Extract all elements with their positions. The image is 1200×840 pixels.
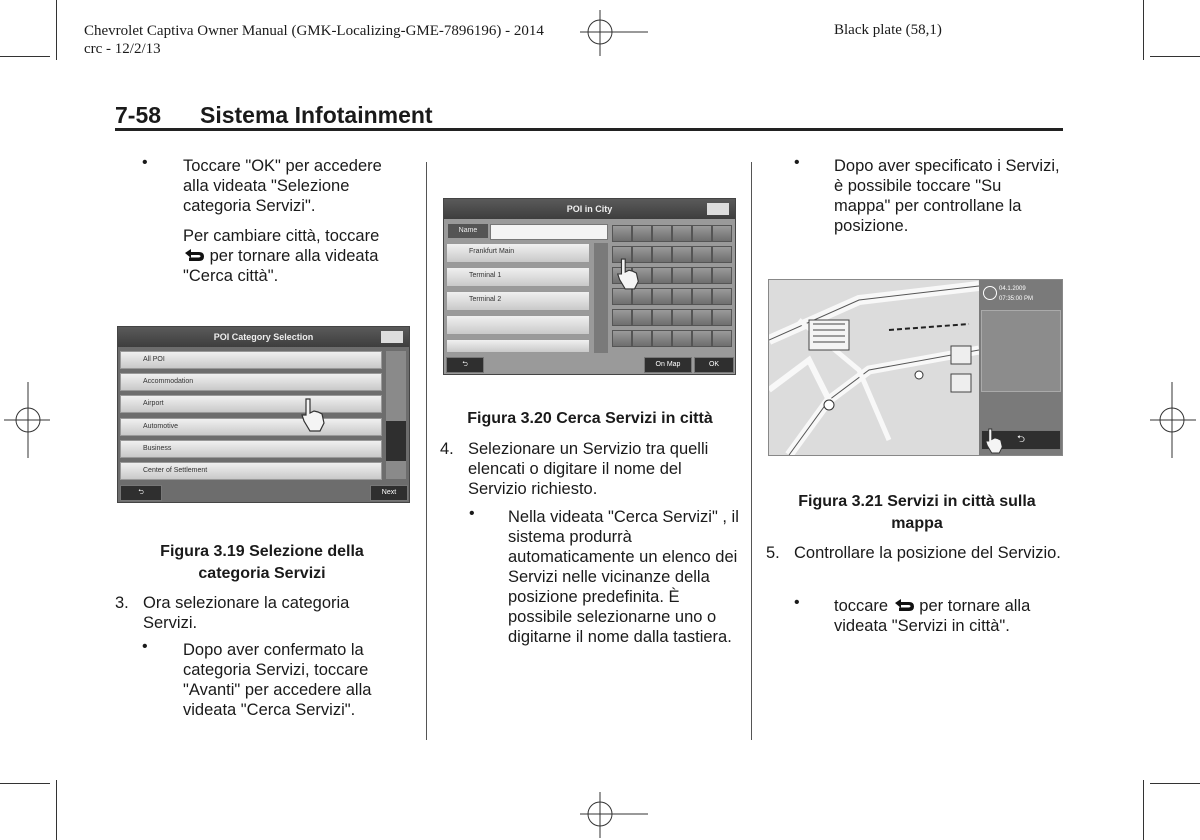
keyboard-key [652, 246, 672, 263]
crop-mark [1143, 780, 1144, 840]
registration-mark-icon [570, 790, 650, 840]
keyboard-key [712, 225, 732, 242]
bullet-icon: • [469, 505, 475, 522]
name-label: Name [448, 224, 488, 238]
col1-sub-before: Per cambiare città, toccare [183, 227, 380, 245]
hand-pointer-icon [614, 255, 642, 293]
back-arrow-icon [893, 598, 915, 612]
screen-title: POI Category Selection [118, 327, 409, 347]
step-number: 3. [115, 594, 129, 612]
category-row: Center of Settlement [120, 462, 382, 480]
result-row: Terminal 1 [446, 267, 590, 287]
crop-mark [0, 783, 50, 784]
col3-bullet-before: toccare [834, 597, 889, 615]
keyboard-key [692, 225, 712, 242]
keyboard-key [632, 309, 652, 326]
name-input [490, 224, 608, 240]
result-row: Terminal 2 [446, 291, 590, 311]
keyboard-key [652, 225, 672, 242]
poi-in-city-screenshot [443, 198, 736, 375]
figure-caption: Figura 3.20 Cerca Servizi in città [467, 410, 713, 427]
keyboard-key [672, 267, 692, 284]
step-number: 4. [440, 440, 454, 458]
header-line-2: crc - 12/2/13 [84, 41, 161, 57]
screen-title: POI in City [444, 199, 735, 219]
column-divider [751, 162, 752, 740]
hand-pointer-icon [981, 426, 1007, 456]
back-arrow-icon: ⮌ [446, 357, 484, 373]
keyboard-key [672, 246, 692, 263]
keyboard-key [712, 288, 732, 305]
result-row [446, 315, 590, 335]
column-divider [426, 162, 427, 740]
step-text: Controllare la posizione del Servizio. [794, 544, 1061, 562]
back-arrow-icon: ⮌ [981, 430, 1061, 450]
registration-mark-icon [1148, 380, 1198, 460]
step-number: 5. [766, 544, 780, 562]
page-number: 7-58 [115, 102, 162, 128]
hand-pointer-icon [298, 395, 328, 435]
header-line-1: Chevrolet Captiva Owner Manual (GMK-Localizing-GME-7896196) - 2014 [84, 23, 544, 39]
col2-bullet-text: Nella videata "Cerca Servizi" , il sistema produrrà automaticamente un elenco dei Servizi nelle vicinanze della posizione predefinita. È possibile selezionarne uno o digitarne il nome dalla tastiera. [508, 508, 739, 646]
keyboard-key [632, 225, 652, 242]
keyboard-key [692, 267, 712, 284]
keyboard-key [712, 267, 732, 284]
print-header [84, 22, 544, 58]
bullet-icon: • [794, 594, 800, 611]
col3-bullet-text: Dopo aver specificato i Servizi, è possibile toccare "Su mappa" per controllane la posizione. [834, 157, 1060, 235]
keyboard-key [692, 288, 712, 305]
keyboard-key [652, 288, 672, 305]
result-row [446, 339, 590, 353]
screen-tools-icon [707, 203, 729, 215]
col1-bullet-text: Toccare "OK" per accedere alla videata "Selezione categoria Servizi". [183, 157, 382, 215]
figure-caption: Figura 3.19 Selezione della categoria Servizi [160, 543, 364, 582]
crop-mark [1150, 783, 1200, 784]
col1-sub-paragraph [183, 226, 409, 286]
keyboard-key [672, 309, 692, 326]
crop-mark [56, 780, 57, 840]
keyboard-key [712, 309, 732, 326]
back-arrow-icon: ⮌ [120, 485, 162, 501]
scroll-down-icon [386, 421, 406, 461]
keyboard-key [672, 330, 692, 347]
next-button: Next [370, 485, 408, 501]
registration-mark-icon [2, 380, 52, 460]
bullet-icon: • [142, 638, 148, 655]
keyboard-key [672, 225, 692, 242]
keyboard-key [612, 330, 632, 347]
keyboard-key [712, 246, 732, 263]
title-rule [115, 128, 1063, 131]
category-row: Accommodation [120, 373, 382, 391]
bullet-icon: • [794, 154, 800, 171]
map-date: 04.1.2009 [999, 286, 1026, 292]
poi-category-screenshot [117, 326, 410, 503]
keyboard-key [612, 309, 632, 326]
keyboard-key [652, 267, 672, 284]
step-text: Selezionare un Servizio tra quelli elencati o digitare il nome del Servizio richiesto. [468, 440, 709, 498]
keyboard-key [652, 309, 672, 326]
keyboard-key [652, 330, 672, 347]
map-roads [769, 280, 979, 455]
on-map-button: On Map [644, 357, 692, 373]
keyboard-key [632, 330, 652, 347]
clock-icon [983, 286, 997, 300]
keyboard-key [672, 288, 692, 305]
keyboard-key [612, 225, 632, 242]
category-row: Airport [120, 395, 382, 413]
page-title: Sistema Infotainment [200, 102, 433, 128]
col1-bullet-text: Dopo aver confermato la categoria Servizi, toccare "Avanti" per accedere alla videata "Cerca Servizi". [183, 641, 372, 719]
keyboard-key [712, 330, 732, 347]
crop-mark [0, 56, 50, 57]
category-row: Business [120, 440, 382, 458]
map-info-box [981, 310, 1061, 392]
crop-mark [1143, 0, 1144, 60]
back-arrow-icon [183, 248, 205, 262]
crop-mark [56, 0, 57, 60]
screen-tools-icon [381, 331, 403, 343]
figure-caption: Figura 3.21 Servizi in città sulla mappa [798, 493, 1036, 532]
plate-label: Black plate (58,1) [834, 22, 942, 38]
crop-mark [1150, 56, 1200, 57]
keyboard-key [692, 309, 712, 326]
category-row: Automotive [120, 418, 382, 436]
map-time: 07:35:00 PM [999, 296, 1034, 302]
map-screenshot [768, 279, 1063, 456]
col3-bullet-after: per tornare alla videata "Servizi in città". [834, 597, 1031, 635]
col3-bullet-text [834, 596, 1064, 636]
category-row: All POI [120, 351, 382, 369]
ok-button: OK [694, 357, 734, 373]
col1-sub-after: per tornare alla videata "Cerca città". [183, 247, 379, 285]
keyboard-key [692, 246, 712, 263]
step-text: Ora selezionare la categoria Servizi. [143, 594, 350, 632]
result-row: Frankfurt Main [446, 243, 590, 263]
registration-mark-icon [570, 8, 650, 58]
keyboard-key [692, 330, 712, 347]
scroll-track [594, 243, 608, 353]
bullet-icon: • [142, 154, 148, 171]
